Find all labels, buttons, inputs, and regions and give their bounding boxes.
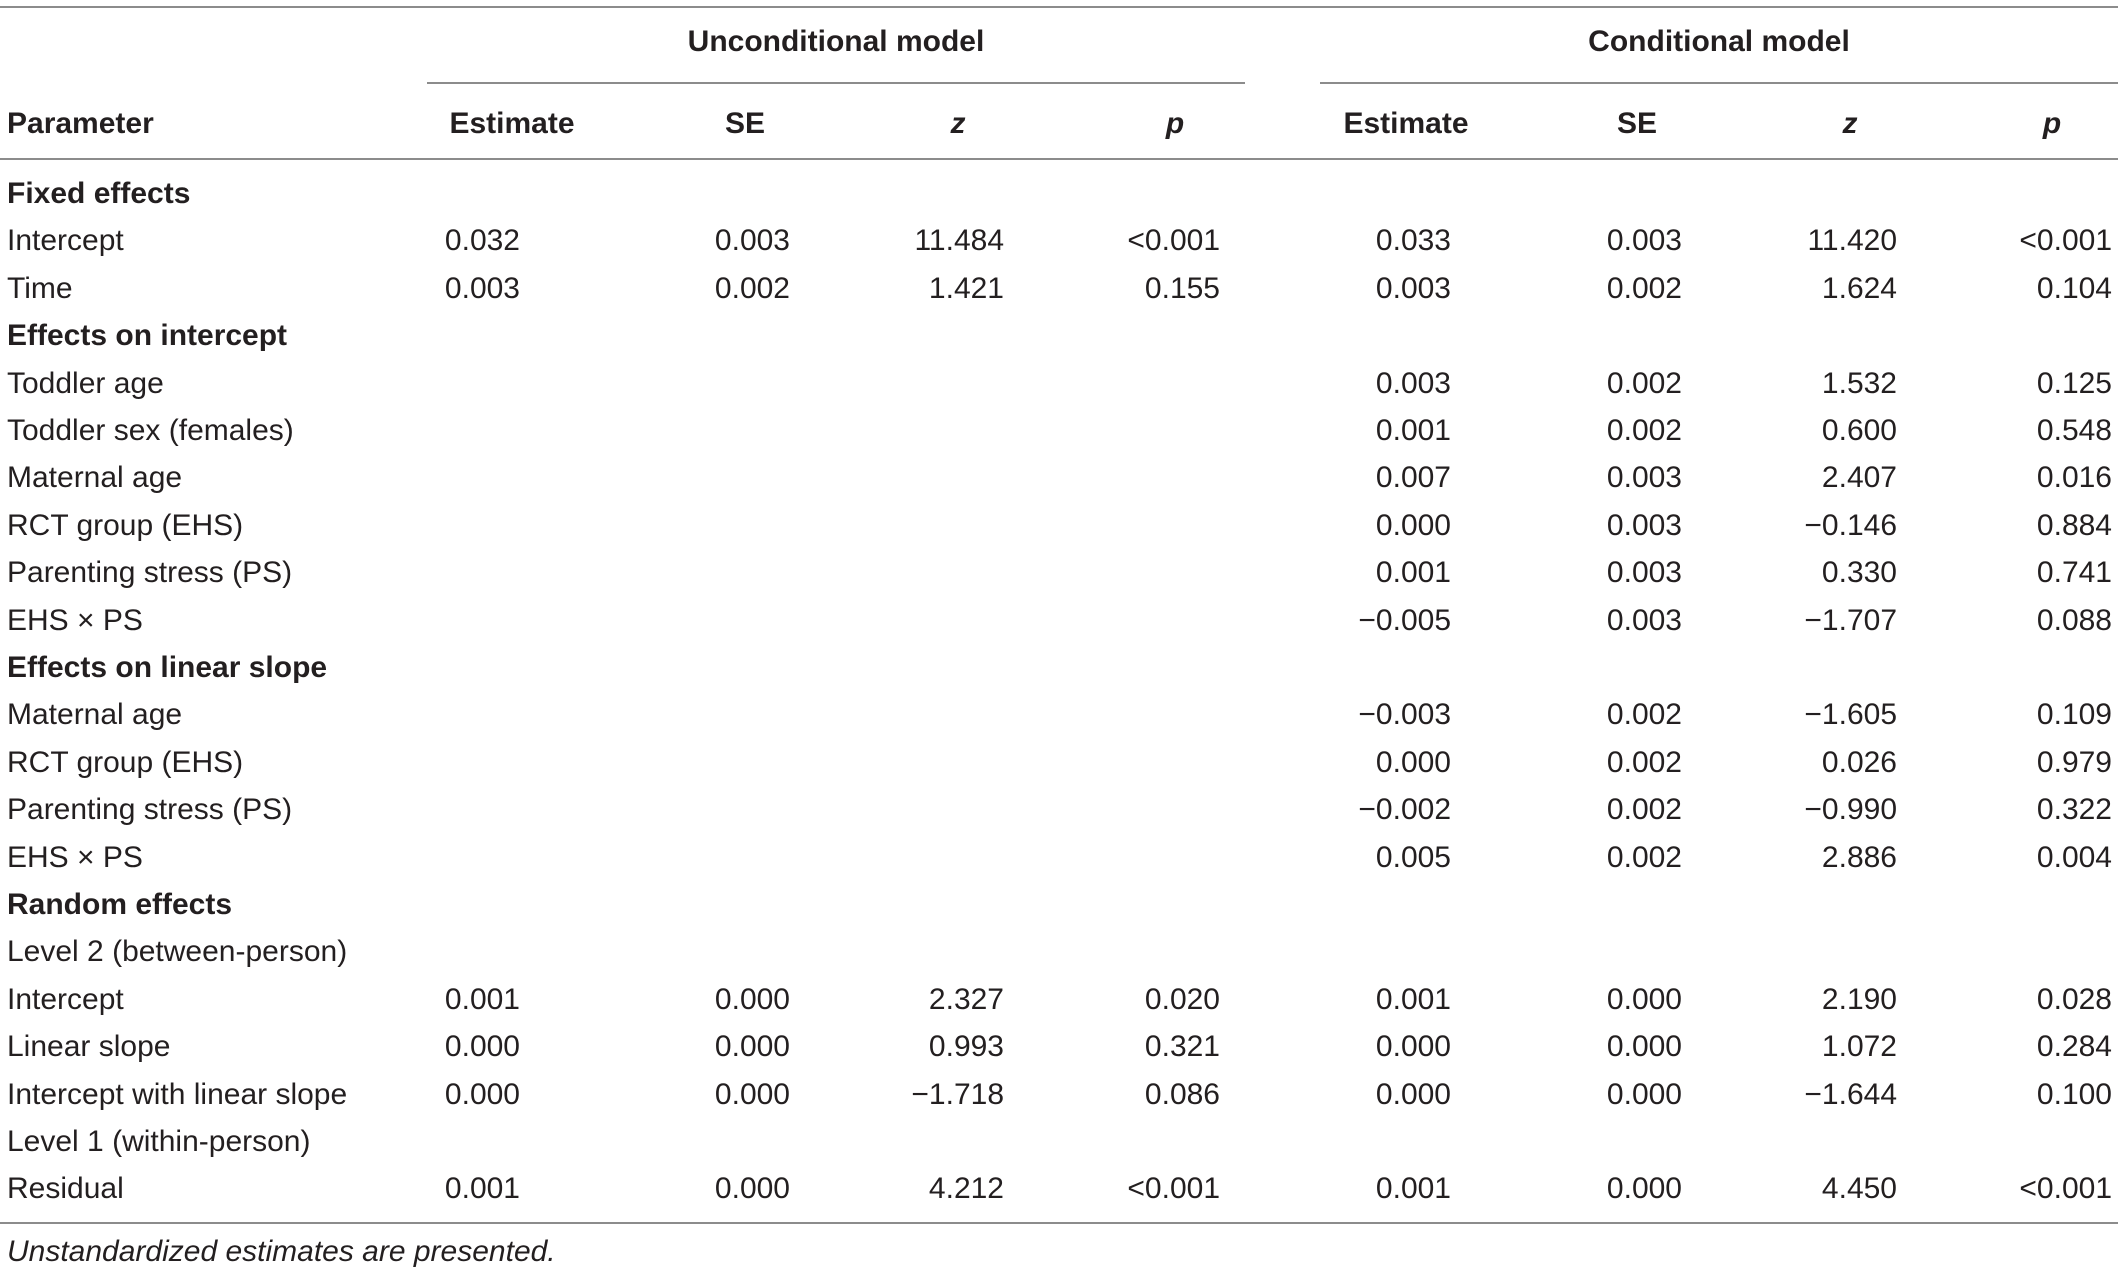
table-cell: 0.548	[2036, 414, 2112, 447]
group-header-conditional: Conditional model	[1588, 25, 1850, 58]
table-cell: 0.321	[1144, 1030, 1220, 1063]
table-cell: 0.002	[1606, 367, 1682, 400]
row-label: Residual	[7, 1172, 124, 1205]
table-cell: −0.146	[1804, 509, 1897, 542]
table-cell: 0.000	[1606, 1172, 1682, 1205]
row-label: RCT group (EHS)	[7, 746, 244, 779]
table-cell: 0.026	[1821, 746, 1897, 779]
table-cell: 0.330	[1821, 556, 1897, 589]
table-cell: −0.003	[1358, 698, 1451, 731]
row-label: Linear slope	[7, 1030, 171, 1063]
table-cell: 0.016	[2036, 461, 2112, 494]
table-cell: −1.644	[1804, 1078, 1897, 1111]
row-label: Intercept	[7, 224, 124, 257]
table-cell: 0.884	[2036, 509, 2112, 542]
table-cell: 0.002	[1606, 272, 1682, 305]
table-cell: 0.322	[2036, 793, 2112, 826]
table-cell: 0.000	[1606, 1078, 1682, 1111]
column-header-c-estimate: Estimate	[1343, 107, 1469, 140]
table-cell: <0.001	[2019, 1172, 2112, 1205]
table-cell: 11.420	[1807, 224, 1897, 257]
column-header-c-se: SE	[1616, 107, 1658, 140]
bottom-rule	[0, 1222, 2118, 1224]
table-cell: 0.125	[2036, 367, 2112, 400]
column-header-u-p: p	[1165, 107, 1185, 140]
table-cell: 0.086	[1144, 1078, 1220, 1111]
table-cell: 0.004	[2036, 841, 2112, 874]
table-cell: 0.000	[714, 983, 790, 1016]
table-cell: 0.020	[1144, 983, 1220, 1016]
row-label: Time	[7, 272, 73, 305]
column-header-parameter: Parameter	[7, 107, 154, 140]
header-rule	[0, 158, 2118, 160]
table-cell: 0.002	[1606, 698, 1682, 731]
top-rule	[0, 6, 2118, 8]
column-header-u-estimate: Estimate	[449, 107, 575, 140]
table-cell: 2.190	[1821, 983, 1897, 1016]
table-cell: 0.028	[2036, 983, 2112, 1016]
table-cell: 0.000	[1606, 983, 1682, 1016]
table-cell: −0.990	[1804, 793, 1897, 826]
table-cell: 0.000	[444, 1030, 520, 1063]
table-cell: 0.993	[928, 1030, 1004, 1063]
table-cell: 0.104	[2036, 272, 2112, 305]
table-cell: −0.002	[1358, 793, 1451, 826]
table-cell: 0.284	[2036, 1030, 2112, 1063]
table-cell: −1.718	[911, 1078, 1004, 1111]
table-cell: 0.155	[1144, 272, 1220, 305]
table-cell: <0.001	[1127, 224, 1220, 257]
table-cell: 0.002	[1606, 793, 1682, 826]
table-cell: 0.000	[1375, 1030, 1451, 1063]
table-cell: <0.001	[1127, 1172, 1220, 1205]
table-cell: 0.000	[1375, 746, 1451, 779]
table-cell: 1.072	[1821, 1030, 1897, 1063]
table-cell: 0.000	[714, 1172, 790, 1205]
row-label: Intercept	[7, 983, 124, 1016]
table-cell: 11.484	[914, 224, 1004, 257]
table-cell: 0.001	[444, 1172, 520, 1205]
table-cell: 0.001	[1375, 983, 1451, 1016]
table-cell: 0.002	[1606, 841, 1682, 874]
table-cell: 0.003	[714, 224, 790, 257]
row-label: RCT group (EHS)	[7, 509, 244, 542]
table-cell: 0.001	[1375, 556, 1451, 589]
table-cell: 0.001	[444, 983, 520, 1016]
table-cell: 0.003	[1606, 224, 1682, 257]
table-cell: −0.005	[1358, 604, 1451, 637]
row-label: Maternal age	[7, 698, 183, 731]
table-cell: 1.624	[1821, 272, 1897, 305]
table-cell: 0.002	[1606, 414, 1682, 447]
table-cell: 1.421	[928, 272, 1004, 305]
table-cell: <0.001	[2019, 224, 2112, 257]
table-cell: 0.003	[1375, 272, 1451, 305]
table-cell: 0.003	[1606, 556, 1682, 589]
row-label: EHS × PS	[7, 841, 143, 874]
table-cell: 0.003	[444, 272, 520, 305]
table-cell: 0.100	[2036, 1078, 2112, 1111]
table-cell: 0.033	[1375, 224, 1451, 257]
table-cell: 2.327	[928, 983, 1004, 1016]
table-cell: 0.600	[1821, 414, 1897, 447]
table-cell: 0.000	[714, 1078, 790, 1111]
row-label: Toddler sex (females)	[7, 414, 294, 447]
table-cell: 1.532	[1821, 367, 1897, 400]
table-cell: 0.741	[2036, 556, 2112, 589]
table-cell: 0.000	[1375, 509, 1451, 542]
column-header-c-z: z	[1842, 107, 1858, 140]
group-header-unconditional: Unconditional model	[687, 25, 985, 58]
row-label: Toddler age	[7, 367, 164, 400]
row-label: Parenting stress (PS)	[7, 556, 293, 589]
table-cell: 0.003	[1606, 604, 1682, 637]
section-heading: Effects on linear slope	[7, 651, 328, 684]
section-heading: Random effects	[7, 888, 233, 921]
table-cell: 0.005	[1375, 841, 1451, 874]
row-label: Maternal age	[7, 461, 183, 494]
table-cell: 0.002	[714, 272, 790, 305]
table-cell: 0.002	[1606, 746, 1682, 779]
group-rule-conditional	[1320, 82, 2118, 84]
table-cell: 0.088	[2036, 604, 2112, 637]
table-cell: 2.407	[1821, 461, 1897, 494]
table-cell: 0.979	[2036, 746, 2112, 779]
table-cell: 0.001	[1375, 414, 1451, 447]
section-heading: Effects on intercept	[7, 319, 288, 352]
row-label: Parenting stress (PS)	[7, 793, 293, 826]
table-cell: 0.003	[1375, 367, 1451, 400]
column-header-u-se: SE	[724, 107, 766, 140]
table-cell: 0.000	[714, 1030, 790, 1063]
table-cell: 0.000	[444, 1078, 520, 1111]
column-header-c-p: p	[2042, 107, 2062, 140]
table-cell: 4.212	[928, 1172, 1004, 1205]
table-cell: 0.003	[1606, 509, 1682, 542]
table-cell: 0.032	[444, 224, 520, 257]
table-cell: 0.000	[1375, 1078, 1451, 1111]
row-label: EHS × PS	[7, 604, 143, 637]
level-label: Level 2 (between-person)	[7, 935, 348, 968]
table-cell: 0.003	[1606, 461, 1682, 494]
column-header-u-z: z	[950, 107, 966, 140]
group-rule-unconditional	[427, 82, 1245, 84]
row-label: Intercept with linear slope	[7, 1078, 348, 1111]
table-cell: 4.450	[1821, 1172, 1897, 1205]
table-cell: 0.000	[1606, 1030, 1682, 1063]
table-note: Unstandardized estimates are presented.	[7, 1235, 556, 1268]
table-cell: 0.109	[2036, 698, 2112, 731]
table-cell: −1.707	[1804, 604, 1897, 637]
section-heading: Fixed effects	[7, 177, 191, 210]
table-cell: −1.605	[1804, 698, 1897, 731]
table-cell: 0.007	[1375, 461, 1451, 494]
level-label: Level 1 (within-person)	[7, 1125, 311, 1158]
table-cell: 2.886	[1821, 841, 1897, 874]
table-cell: 0.001	[1375, 1172, 1451, 1205]
